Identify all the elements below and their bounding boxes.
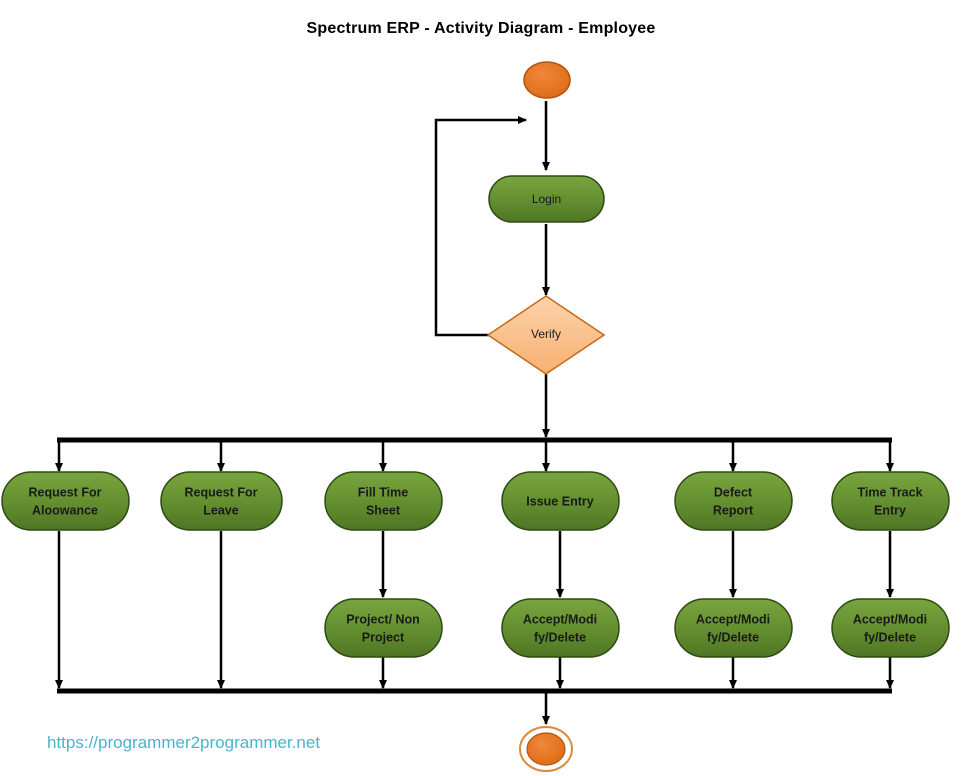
activity-fill-time-sheet-label-line2: Sheet (365, 503, 401, 518)
activity-login[interactable] (489, 176, 604, 222)
activity-request-for-leave-label-line2: Leave (203, 503, 239, 518)
activity-time-track-entry-label-line2: Entry (874, 503, 906, 518)
activity-defect-report-label-line1: Defect (713, 485, 753, 500)
activity-project-non-project[interactable] (325, 599, 442, 657)
page-title: Spectrum ERP - Activity Diagram - Employee (306, 20, 656, 37)
activity-issue-accept-modify-delete[interactable] (502, 599, 619, 657)
activity-issue-accept-modify-delete-label-line2: fy/Delete (533, 630, 587, 645)
watermark-link[interactable]: https://programmer2programmer.net (47, 733, 321, 752)
start-node[interactable] (524, 62, 570, 98)
activity-project-non-project-label-line1: Project/ Non (346, 612, 420, 627)
activity-defect-report-label-line2: Report (712, 503, 754, 518)
activity-defect-accept-modify-delete[interactable] (675, 599, 792, 657)
activity-defect-accept-modify-delete-label-line1: Accept/Modi (695, 612, 771, 627)
activity-request-for-leave-label-line1: Request For (184, 485, 258, 500)
activity-issue-entry-label: Issue Entry (526, 494, 594, 509)
activity-request-for-allowance-label-line1: Request For (28, 485, 102, 500)
activity-defect-report[interactable] (675, 472, 792, 530)
activity-request-for-allowance[interactable] (2, 472, 129, 530)
decision-verify[interactable] (488, 296, 604, 374)
activity-project-non-project-label-line2: Project (361, 630, 405, 645)
activity-timetrack-accept-modify-delete-label-line2: fy/Delete (863, 630, 917, 645)
activity-time-track-entry[interactable] (832, 472, 949, 530)
activity-issue-accept-modify-delete-label-line1: Accept/Modi (522, 612, 598, 627)
activity-timetrack-accept-modify-delete[interactable] (832, 599, 949, 657)
activity-fill-time-sheet[interactable] (325, 472, 442, 530)
activity-login-label: Login (531, 192, 562, 207)
end-node[interactable] (520, 727, 572, 771)
activity-request-for-allowance-label-line2: Aloowance (32, 503, 98, 518)
activity-fill-time-sheet-label-line1: Fill Time (357, 485, 409, 500)
activity-timetrack-accept-modify-delete-label-line1: Accept/Modi (852, 612, 928, 627)
activity-defect-accept-modify-delete-label-line2: fy/Delete (706, 630, 760, 645)
activity-time-track-entry-label-line1: Time Track (857, 485, 923, 500)
activity-request-for-leave[interactable] (161, 472, 282, 530)
decision-verify-label: Verify (530, 327, 562, 342)
activity-issue-entry[interactable] (502, 472, 619, 530)
edge-verify-loopback (436, 120, 526, 335)
